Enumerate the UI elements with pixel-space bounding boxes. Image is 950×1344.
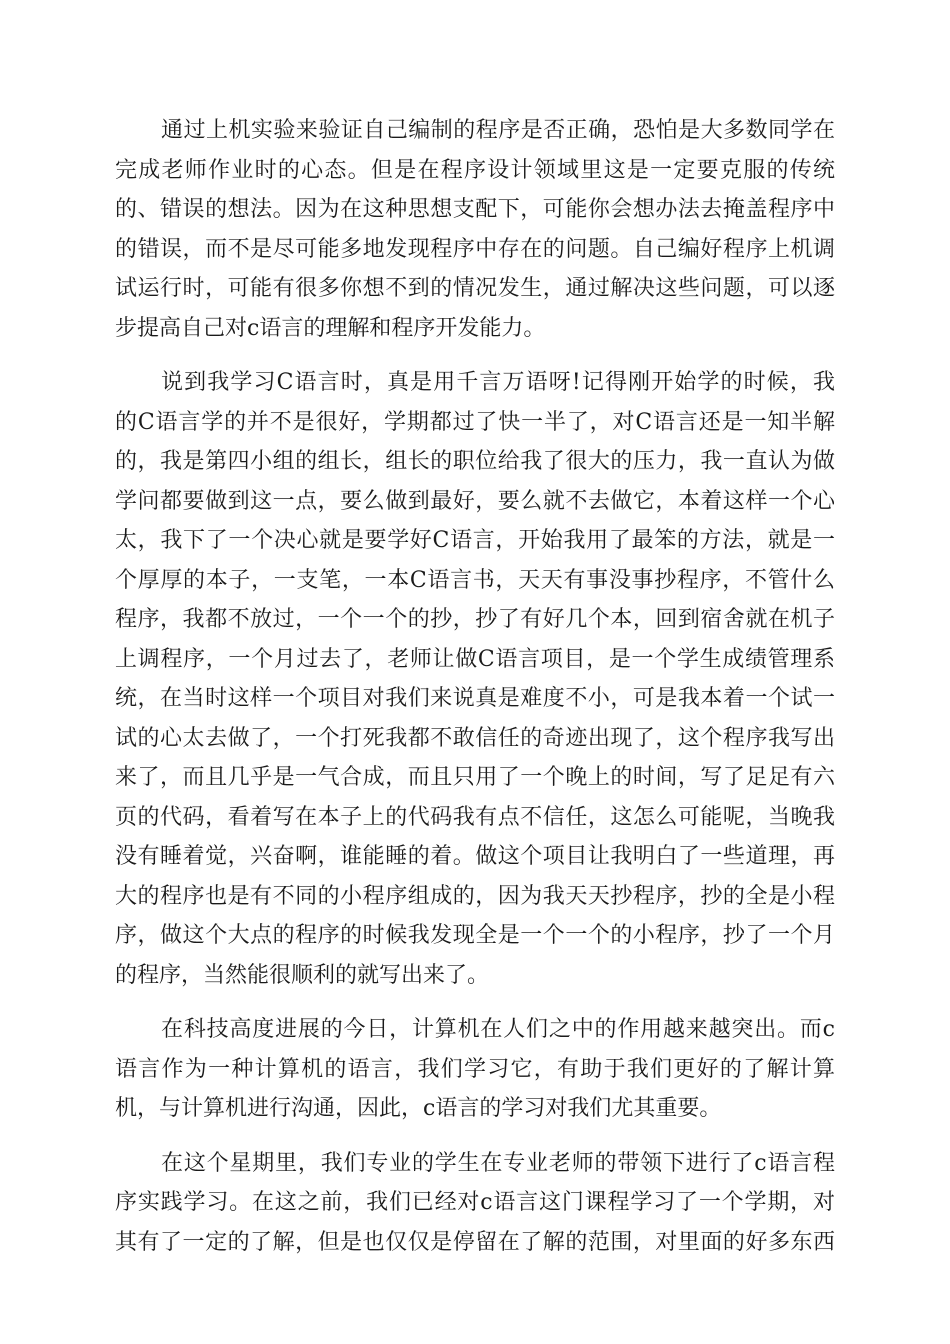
text-line: 序实践学习。在这之前，我们已经对c语言这门课程学习了一个学期，对 xyxy=(115,1190,835,1215)
text-line: 上调程序，一个月过去了，老师让做C语言项目，是一个学生成绩管理系 xyxy=(115,646,835,672)
text-line: 步提高自己对c语言的理解和程序开发能力。 xyxy=(115,315,546,341)
text-line: 在科技高度进展的今日，计算机在人们之中的作用越来越突出。而c xyxy=(161,1017,835,1042)
text-line: 的、错误的想法。因为在这种思想支配下，可能你会想办法去掩盖程序中 xyxy=(115,197,835,222)
text-line: 没有睡着觉，兴奋啊，谁能睡的着。做这个项目让我明白了一些道理，再 xyxy=(115,844,835,869)
text-line: 太，我下了一个决心就是要学好C语言，开始我用了最笨的方法，就是一 xyxy=(115,528,835,553)
text-line: 页的代码，看着写在本子上的代码我有点不信任，这怎么可能呢，当晚我 xyxy=(115,804,835,830)
text-line: 机，与计算机进行沟通，因此，c语言的学习对我们尤其重要。 xyxy=(115,1096,722,1121)
text-line: 完成老师作业时的心态。但是在程序设计领域里这是一定要克服的传统 xyxy=(115,157,835,183)
text-line: 个厚厚的本子，一支笔，一本C语言书，天天有事没事抄程序，不管什么 xyxy=(115,567,835,593)
paragraph-1 xyxy=(115,111,835,348)
text-line: 统，在当时这样一个项目对我们来说真是难度不小，可是我本着一个试一 xyxy=(115,686,835,711)
paragraph-2 xyxy=(115,363,835,995)
text-line: 的，我是第四小组的组长，组长的职位给我了很大的压力，我一直认为做 xyxy=(115,449,835,474)
text-line: 学问都要做到这一点，要么做到最好，要么就不去做它，本着这样一个心 xyxy=(115,488,835,514)
paragraph-4 xyxy=(115,1144,835,1263)
text-line: 语言作为一种计算机的语言，我们学习它，有助于我们更好的了解计算 xyxy=(115,1056,835,1082)
document-body xyxy=(115,111,835,1277)
text-line: 的程序，当然能很顺利的就写出来了。 xyxy=(115,962,490,988)
text-line: 的错误，而不是尽可能多地发现程序中存在的问题。自己编好程序上机调 xyxy=(115,236,835,262)
text-line: 程序，我都不放过，一个一个的抄，抄了有好几个本，回到宿舍就在机子 xyxy=(115,607,835,632)
text-line: 试的心太去做了，一个打死我都不敢信任的奇迹出现了，这个程序我写出 xyxy=(115,725,835,751)
text-line: 说到我学习C语言时，真是用千言万语呀!记得刚开始学的时候，我 xyxy=(161,370,835,395)
text-line: 其有了一定的了解，但是也仅仅是停留在了解的范围，对里面的好多东西 xyxy=(115,1229,835,1255)
text-line: 序，做这个大点的程序的时候我发现全是一个一个的小程序，抄了一个月 xyxy=(115,923,835,948)
paragraph-3 xyxy=(115,1010,835,1129)
text-line: 来了，而且几乎是一气合成，而且只用了一个晚上的时间，写了足足有六 xyxy=(115,765,835,790)
text-line: 试运行时，可能有很多你想不到的情况发生，通过解决这些问题，可以逐 xyxy=(115,276,835,301)
text-line: 在这个星期里，我们专业的学生在专业老师的带领下进行了c语言程 xyxy=(161,1150,835,1176)
text-line: 大的程序也是有不同的小程序组成的，因为我天天抄程序，抄的全是小程 xyxy=(115,883,835,909)
text-line: 的C语言学的并不是很好，学期都过了快一半了，对C语言还是一知半解 xyxy=(115,409,835,435)
text-line: 通过上机实验来验证自己编制的程序是否正确，恐怕是大多数同学在 xyxy=(161,118,835,143)
